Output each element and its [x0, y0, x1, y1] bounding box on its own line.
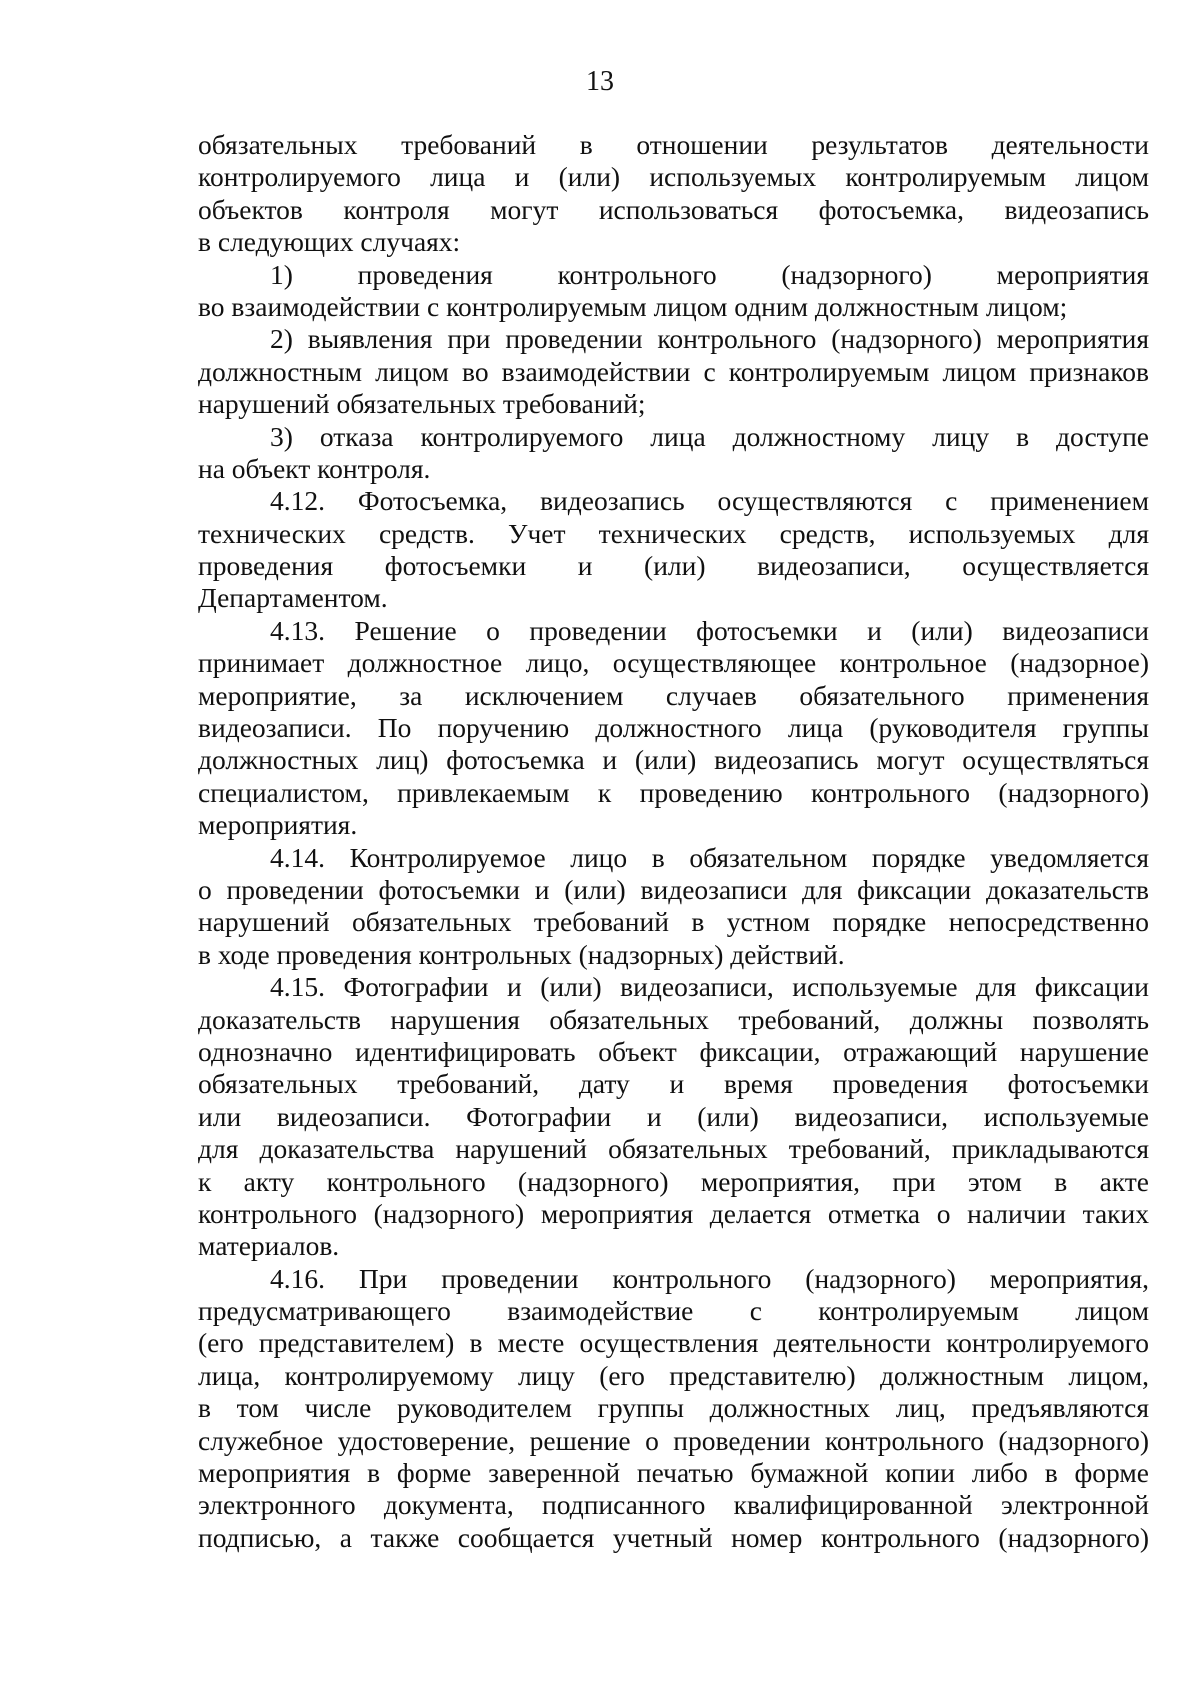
text-line: подписью, а также сообщается учетный номер контрольного (надзорного) [198, 1521, 1149, 1553]
text-line: контрольного (надзорного) мероприятия делается отметка о наличии таких [198, 1197, 1149, 1229]
text-line: о проведении фотосъемки и (или) видеозаписи для фиксации доказательств [198, 873, 1149, 905]
text-line: в ходе проведения контрольных (надзорных) действий. [198, 938, 845, 970]
page-number: 13 [586, 66, 614, 97]
text-line: доказательств нарушения обязательных требований, должны позволять [198, 1003, 1149, 1035]
text-line: для доказательства нарушений обязательных требований, прикладываются [198, 1133, 1149, 1165]
text-line: объектов контроля могут использоваться фотосъемка, видеозапись [198, 193, 1149, 225]
text-line: должностным лицом во взаимодействии с контролируемым лицом признаков [198, 355, 1149, 387]
text-line: Департаментом. [198, 582, 388, 614]
text-line: или видеозаписи. Фотографии и (или) видеозаписи, используемые [198, 1100, 1149, 1132]
text-line: 4.13. Решение о проведении фотосъемки и (или) видеозаписи [270, 614, 1149, 646]
text-line: в следующих случаях: [198, 226, 461, 258]
text-line: на объект контроля. [198, 452, 431, 484]
text-line: лица, контролируемому лицу (его представителю) должностным лицом, [198, 1359, 1149, 1391]
text-line: предусматривающего взаимодействие с контролируемым лицом [198, 1295, 1149, 1327]
text-line: 2) выявления при проведении контрольного (надзорного) мероприятия [270, 323, 1149, 355]
document-body [198, 129, 1149, 1554]
text-line: (его представителем) в месте осуществления деятельности контролируемого [198, 1327, 1149, 1359]
text-line: 1) проведения контрольного (надзорного) мероприятия [270, 258, 1149, 290]
text-line: мероприятия в форме заверенной печатью бумажной копии либо в форме [198, 1457, 1149, 1489]
text-line: мероприятия. [198, 809, 358, 841]
text-line: проведения фотосъемки и (или) видеозаписи, осуществляется [198, 550, 1149, 582]
text-line: материалов. [198, 1230, 340, 1262]
text-line: технических средств. Учет технических средств, используемых для [198, 517, 1149, 549]
text-line: мероприятие, за исключением случаев обязательного применения [198, 679, 1149, 711]
text-line: к акту контрольного (надзорного) мероприятия, при этом в акте [198, 1165, 1149, 1197]
text-line: однозначно идентифицировать объект фиксации, отражающий нарушение [198, 1035, 1149, 1067]
text-line: принимает должностное лицо, осуществляющее контрольное (надзорное) [198, 647, 1149, 679]
text-line: служебное удостоверение, решение о проведении контрольного (надзорного) [198, 1424, 1149, 1456]
text-line: контролируемого лица и (или) используемых контролируемым лицом [198, 161, 1149, 193]
text-line: нарушений обязательных требований в устном порядке непосредственно [198, 906, 1149, 938]
text-line: специалистом, привлекаемым к проведению контрольного (надзорного) [198, 776, 1149, 808]
text-line: должностных лиц) фотосъемка и (или) видеозапись могут осуществляться [198, 744, 1149, 776]
text-line: обязательных требований, дату и время проведения фотосъемки [198, 1068, 1149, 1100]
text-line: нарушений обязательных требований; [198, 388, 646, 420]
text-line: 4.14. Контролируемое лицо в обязательном порядке уведомляется [270, 841, 1149, 873]
text-line: 4.16. При проведении контрольного (надзорного) мероприятия, [270, 1262, 1149, 1294]
text-line: видеозаписи. По поручению должностного лица (руководителя группы [198, 712, 1149, 744]
text-line: электронного документа, подписанного квалифицированной электронной [198, 1489, 1149, 1521]
text-line: 3) отказа контролируемого лица должностному лицу в доступе [270, 420, 1149, 452]
text-line: во взаимодействии с контролируемым лицом одним должностным лицом; [198, 290, 1068, 322]
text-line: 4.15. Фотографии и (или) видеозаписи, используемые для фиксации [270, 971, 1149, 1003]
text-line: 4.12. Фотосъемка, видеозапись осуществляются с применением [270, 485, 1149, 517]
text-line: в том числе руководителем группы должностных лиц, предъявляются [198, 1392, 1149, 1424]
text-line: обязательных требований в отношении результатов деятельности [198, 129, 1149, 160]
